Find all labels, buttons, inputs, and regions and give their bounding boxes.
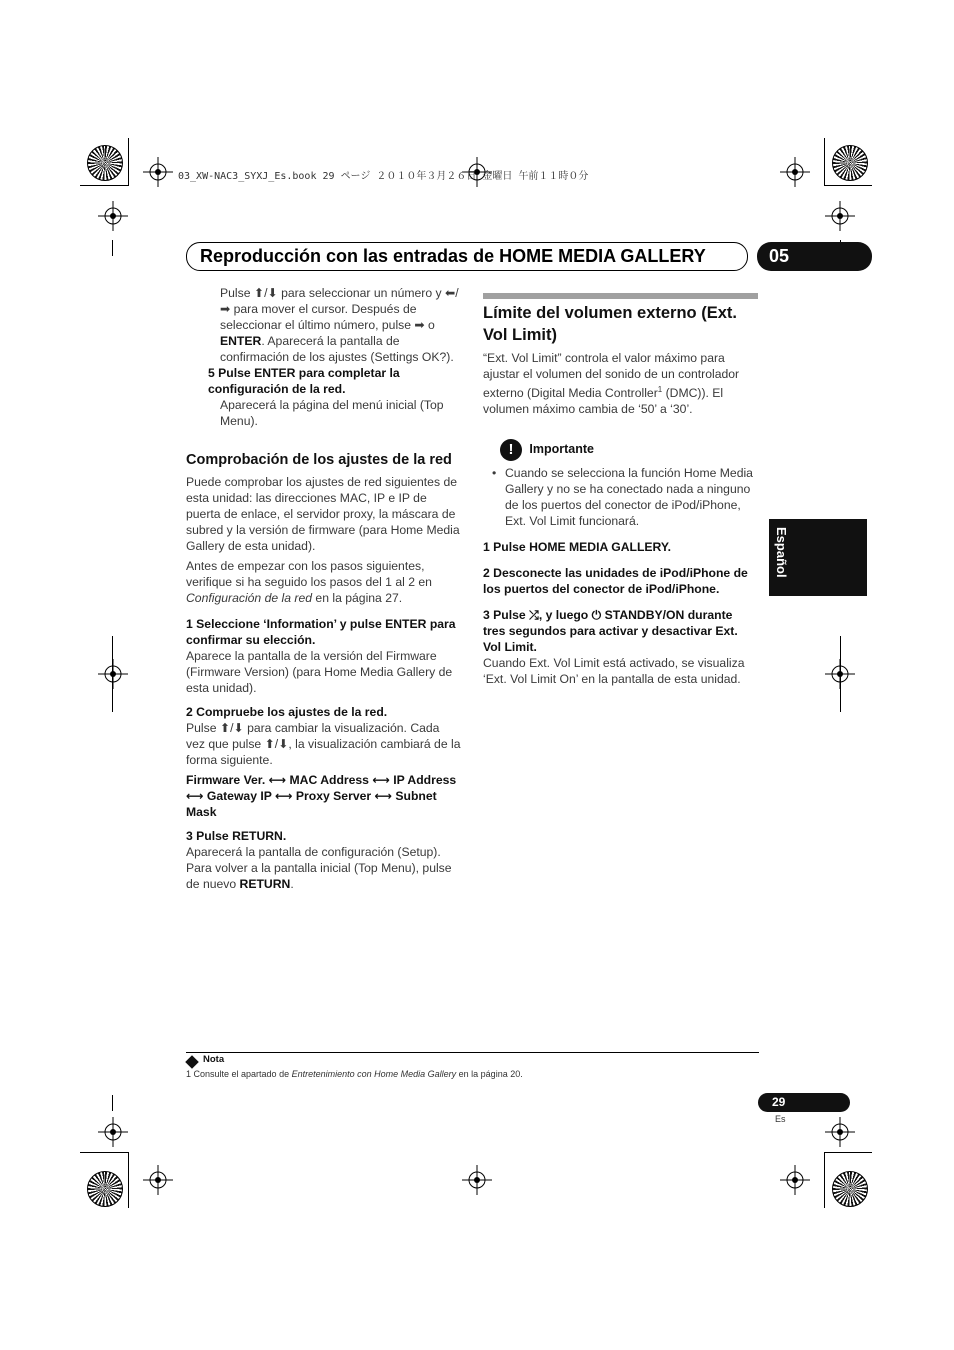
step3-body: Aparecerá la pantalla de configuración (Setup). Para volver a la pantalla inicial (Top Menu), pulse de nuevo RETURN. <box>186 845 452 891</box>
crosshair-icon <box>98 659 128 689</box>
enter-key: ENTER <box>220 334 262 348</box>
cross-reference: Configuración de la red <box>186 591 313 605</box>
trim-line <box>840 636 841 712</box>
ext-step2-heading: 2 Desconecte las unidades de iPod/iPhone de los puertos del conector de iPod/iPhone. <box>483 566 748 597</box>
registration-target-bottom-left <box>87 1171 123 1207</box>
step4-body: Pulse ⬆/⬇ para seleccionar un número y ⬅/➡ para mover el cursor. Después de seleccionar el último número, pulse ➡ o ENTER. Aparecerá la pantalla de confirmación de los ajustes (Settings OK?). <box>220 286 459 364</box>
trim-line <box>128 138 129 186</box>
step2-body: Pulse ⬆/⬇ para cambiar la visualización. Cada vez que pulse ⬆/⬇, la visualización cambiará de la forma siguiente. <box>186 721 461 767</box>
page-number: 29 <box>758 1093 850 1112</box>
left-column <box>186 285 461 892</box>
step1-body: Aparece la pantalla de la versión del Firmware (Firmware Version) (para Home Media Gallery de esta unidad). <box>186 649 453 695</box>
language-tab-label: Español <box>774 527 789 578</box>
footnote-ref: 1 <box>657 385 663 394</box>
trim-line <box>112 1095 113 1111</box>
ext-vol-intro: “Ext. Vol Limit” controla el valor máximo para ajustar el volumen del sonido de un controlador externo (Digital Media Controller$^1$ (DMC)). El volumen máximo cambia de ‘50’ a ‘30’. <box>483 351 740 417</box>
chapter-title: Reproducción con las entradas de HOME MEDIA GALLERY <box>200 246 706 266</box>
crosshair-icon <box>462 1165 492 1195</box>
trim-line <box>824 185 872 186</box>
trim-line <box>80 185 128 186</box>
intro-paragraph: Puede comprobar los ajustes de red siguientes de esta unidad: las direcciones MAC, IP e IP de puerta de enlace, el servidor proxy, la máscara de subred y la versión de firmware (para Home Media Gallery de esta unidad). <box>186 475 460 553</box>
trim-line <box>128 1152 129 1208</box>
registration-target-top-right <box>832 145 868 181</box>
crosshair-icon <box>780 1165 810 1195</box>
page-language: Es <box>775 1114 786 1124</box>
section-heading-ext-vol-limit: Límite del volumen externo (Ext. Vol Limit) <box>483 304 737 344</box>
step5-heading: 5 Pulse ENTER para completar la configuración de la red. <box>208 366 400 396</box>
crosshair-icon <box>143 1165 173 1195</box>
step3-heading: 3 Pulse RETURN. <box>186 829 287 843</box>
display-sequence: Firmware Ver. ⟷ MAC Address ⟷ IP Address ⟷ Gateway IP ⟷ Proxy Server ⟷ Subnet Mask <box>186 773 457 819</box>
important-bullet: • Cuando se selecciona la función Home Media Gallery y no se ha conectado nada a ninguno de los puertos del conector de iPod/iPhone, Ext. Vol Limit funcionará. <box>492 466 753 529</box>
step2-heading: 2 Compruebe los ajustes de la red. <box>186 705 388 719</box>
crosshair-icon <box>780 157 810 187</box>
crosshair-icon <box>825 1117 855 1147</box>
ext-step3-heading: 3 Pulse ⤮, y luego ⏻ STANDBY/ON durante tres segundos para activar y desactivar Ext. Vol Limit. <box>483 608 738 655</box>
ext-step3-body: Cuando Ext. Vol Limit está activado, se visualiza ‘Ext. Vol Limit On’ en la pantalla de esta unidad. <box>483 656 745 687</box>
crosshair-icon <box>143 157 173 187</box>
trim-line <box>824 1152 825 1208</box>
note-icon <box>185 1055 199 1069</box>
trim-line <box>80 1152 128 1153</box>
return-key: RETURN <box>239 877 291 891</box>
section-heading-network-check: Comprobación de los ajustes de la red <box>186 452 452 468</box>
ext-step1-heading: 1 Pulse HOME MEDIA GALLERY. <box>483 540 672 555</box>
crosshair-icon <box>825 201 855 231</box>
trim-line <box>112 636 113 712</box>
important-heading <box>483 439 758 461</box>
important-label: Importante <box>529 442 594 457</box>
section-bar <box>483 293 758 299</box>
trim-line <box>824 1152 872 1153</box>
footnote-cross-reference: Entretenimiento con Home Media Gallery <box>291 1069 457 1079</box>
crosshair-icon <box>98 201 128 231</box>
footnote-text: 1 Consulte el apartado de Entretenimiento con Home Media Gallery en la página 20. <box>186 1069 523 1079</box>
right-column <box>483 302 758 687</box>
chapter-number: 05 <box>757 242 872 271</box>
crosshair-icon <box>98 1117 128 1147</box>
bullet-icon: • <box>492 466 497 481</box>
footnote-rule <box>186 1052 759 1053</box>
trim-line <box>112 240 113 256</box>
intro-paragraph-2: Antes de empezar con los pasos siguientes, verifique si ha seguido los pasos del 1 al 2 en Configuración de la red en la página 27. <box>186 559 432 605</box>
registration-target-bottom-right <box>832 1171 868 1207</box>
file-header: 03_XW-NAC3_SYXJ_Es.book 29 ページ ２０１０年３月２６日 金曜日 午前１１時０分 <box>178 171 589 182</box>
registration-target-top-left <box>87 145 123 181</box>
trim-line <box>824 138 825 186</box>
step5-body: Aparecerá la página del menú inicial (Top Menu). <box>220 398 444 428</box>
important-icon: ! <box>500 439 522 461</box>
step1-heading: 1 Seleccione ‘Information’ y pulse ENTER para confirmar su elección. <box>186 617 456 647</box>
note-label: Nota <box>203 1054 225 1065</box>
